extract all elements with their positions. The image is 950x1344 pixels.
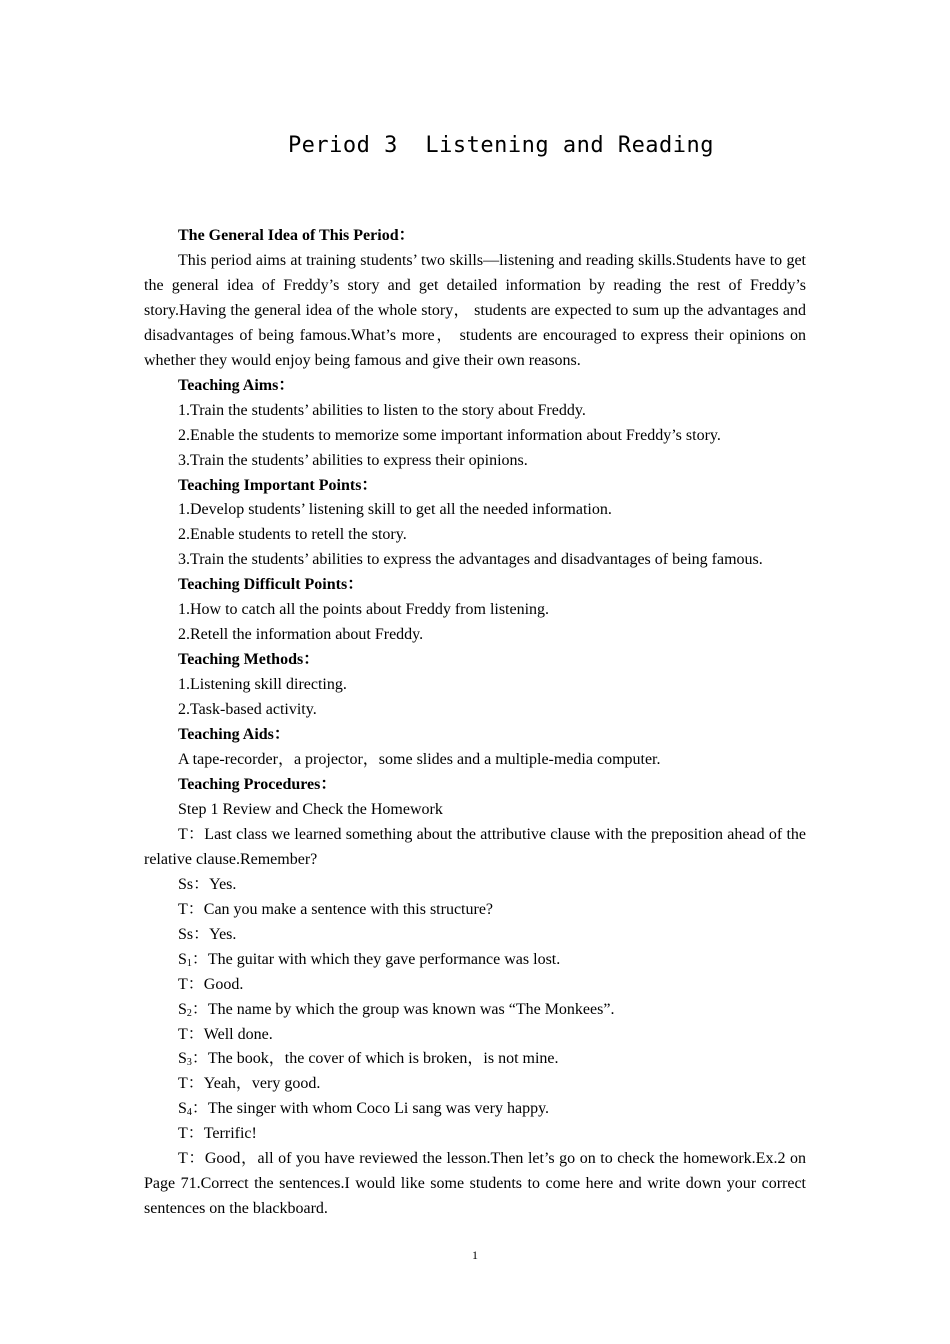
difficult-item: 1.How to catch all the points about Freddy from listening. xyxy=(178,601,550,619)
document-body xyxy=(144,224,806,1222)
dialogue-line: T：Last class we learned something about the attributive clause with the preposition ahead of the relative clause.Remember? xyxy=(144,825,806,868)
speaker-label: S xyxy=(178,950,187,968)
aids-text: A tape-recorder，a projector，some slides and a multiple-media computer. xyxy=(178,751,661,769)
section-heading-difficult-points: Teaching Difficult Points： xyxy=(178,576,364,594)
page-number: 1 xyxy=(472,1248,478,1262)
speaker-subscript: 1 xyxy=(186,957,192,969)
section-heading-aims: Teaching Aims： xyxy=(178,376,295,394)
section-heading-aids: Teaching Aids： xyxy=(178,726,290,744)
dialogue-line xyxy=(144,1097,806,1122)
general-idea-text: This period aims at training students’ two skills—listening and reading skills.Students have to get the general idea of Freddy’s story and get detailed information by reading the rest of Freddy’s story.Having the general idea of the whole story， students are expected to sum up the advantages and disadvantages of being famous.What’s more， students are encouraged to express their opinions on whether they would enjoy being famous and give their own reasons. xyxy=(144,251,807,369)
methods-item: 1.Listening skill directing. xyxy=(178,676,347,694)
dialogue-line: T：Good. xyxy=(178,975,244,993)
speaker-subscript: 3 xyxy=(186,1057,192,1069)
dialogue-line: T：Well done. xyxy=(178,1025,273,1043)
dialogue-line: Ss：Yes. xyxy=(178,875,237,893)
important-item: 1.Develop students’ listening skill to get all the needed information. xyxy=(178,501,612,519)
section-heading-methods: Teaching Methods： xyxy=(178,651,320,669)
speaker-label: S xyxy=(178,1100,187,1118)
methods-item: 2.Task-based activity. xyxy=(178,701,317,719)
speaker-subscript: 2 xyxy=(186,1007,192,1019)
dialogue-line xyxy=(144,1047,806,1072)
dialogue-line: T：Terrific! xyxy=(178,1125,257,1143)
section-heading-important-points: Teaching Important Points： xyxy=(178,476,378,494)
aims-item: 2.Enable the students to memorize some important information about Freddy’s story. xyxy=(178,426,721,444)
dialogue-line xyxy=(144,998,806,1023)
dialogue-line xyxy=(144,948,806,973)
dialogue-text: ：The singer with whom Coco Li sang was very happy. xyxy=(191,1100,550,1118)
speaker-label: S xyxy=(178,1000,187,1018)
speaker-label: S xyxy=(178,1050,187,1068)
dialogue-line: Ss：Yes. xyxy=(178,925,237,943)
page-title: Period 3 Listening and Reading xyxy=(287,133,715,158)
dialogue-line: T：Yeah，very good. xyxy=(178,1075,321,1093)
dialogue-text: ：The name by which the group was known was “The Monkees”. xyxy=(191,1000,615,1018)
dialogue-text: ：The book，the cover of which is broken，is not mine. xyxy=(191,1050,559,1068)
aims-item: 1.Train the students’ abilities to listen to the story about Freddy. xyxy=(178,401,586,419)
dialogue-line: T：Can you make a sentence with this structure? xyxy=(178,900,494,918)
step-heading: Step 1 Review and Check the Homework xyxy=(178,800,443,818)
dialogue-line: T：Good，all of you have reviewed the lesson.Then let’s go on to check the homework.Ex.2 on Page 71.Correct the sentences.I would like some students to come here and write down your correct sentences on the blackboard. xyxy=(144,1150,806,1218)
section-heading-procedures: Teaching Procedures： xyxy=(178,775,337,793)
important-item: 3.Train the students’ abilities to express the advantages and disadvantages of being famous. xyxy=(178,551,763,569)
dialogue-text: ：The guitar with which they gave performance was lost. xyxy=(191,950,561,968)
aims-item: 3.Train the students’ abilities to express their opinions. xyxy=(178,451,528,469)
difficult-item: 2.Retell the information about Freddy. xyxy=(178,626,424,644)
important-item: 2.Enable students to retell the story. xyxy=(178,526,407,544)
speaker-subscript: 4 xyxy=(186,1107,192,1119)
section-heading-general: The General Idea of This Period： xyxy=(178,227,415,244)
